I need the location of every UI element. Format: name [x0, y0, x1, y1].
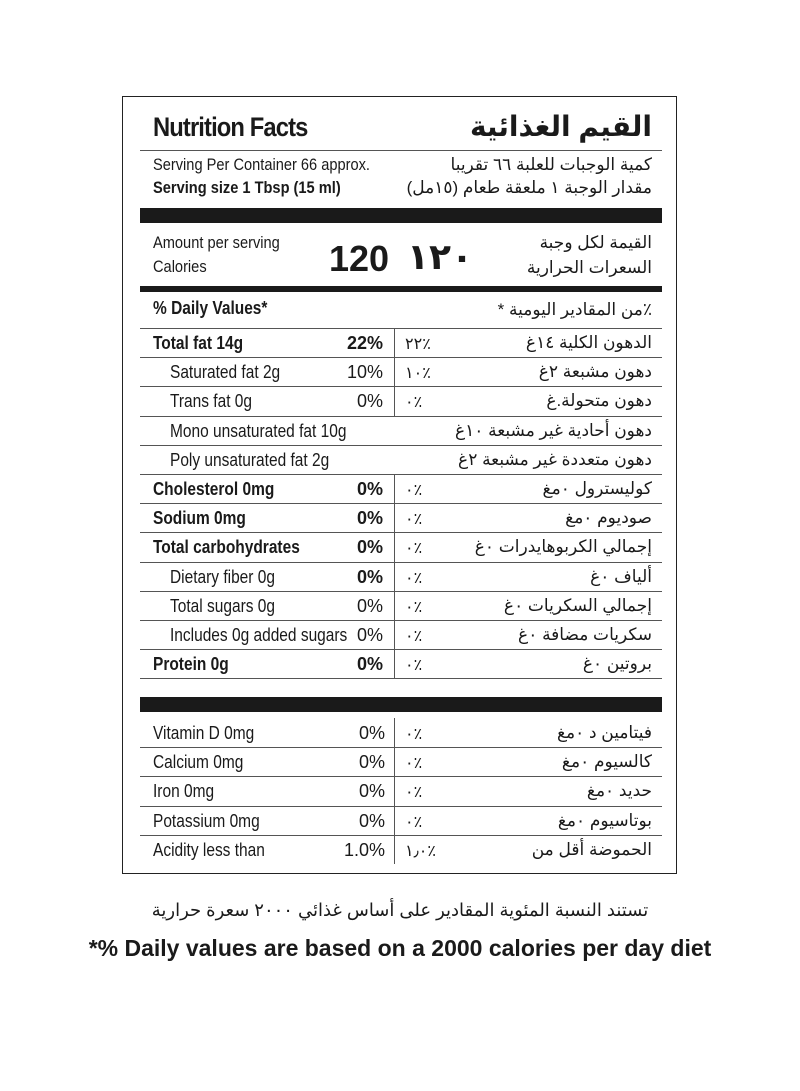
nutrient-percent-ar: ٪٠: [405, 511, 423, 529]
row-divider: [140, 806, 662, 807]
nutrient-percent: 22%: [346, 333, 383, 353]
title-english: Nutrition Facts: [153, 112, 308, 142]
nutrient-name: Total carbohydrates: [153, 537, 300, 558]
row-divider: [140, 474, 662, 475]
nutrient-percent: 0%: [356, 625, 383, 645]
calories-value-ar: ١٢٠: [407, 236, 473, 277]
row-divider: [140, 747, 662, 748]
nutrient-name-ar: ألياف ٠غ: [590, 566, 652, 586]
calories-label: Calories: [153, 257, 207, 276]
vitamin-percent: 0%: [358, 752, 385, 773]
nutrient-name-ar: سكريات مضافة ٠غ: [518, 625, 652, 644]
nutrient-percent: 0%: [356, 595, 383, 616]
vitamin-percent-ar: ٪٠: [405, 726, 423, 743]
servings-per-container-ar: كمية الوجبات للعلبة ٦٦ تقريبا: [450, 155, 652, 174]
footnote-arabic: تستند النسبة المئوية المقادير على أساس غذائي ٢٠٠٠ سعرة حرارية: [151, 900, 649, 920]
daily-values-header: % Daily Values*: [153, 298, 268, 318]
nutrient-name-ar: دهون متعددة غير مشبعة ٢غ: [458, 449, 652, 469]
row-divider: [140, 416, 662, 417]
column-divider: [394, 620, 395, 649]
vitamin-name-ar: حديد ٠مغ: [586, 781, 652, 801]
vitamin-percent: 1.0%: [343, 839, 385, 860]
vitamin-name-ar: بوتاسيوم ٠مغ: [557, 810, 652, 830]
row-divider: [140, 532, 662, 533]
column-divider: [394, 718, 395, 747]
row-divider: [140, 357, 662, 358]
column-divider: [394, 776, 395, 805]
vitamin-percent-ar: ٪٠: [405, 755, 423, 773]
column-divider: [394, 357, 395, 386]
row-divider: [140, 503, 662, 504]
row-divider: [140, 620, 662, 621]
nutrient-name: Total fat 14g: [153, 333, 244, 353]
nutrient-name: Cholesterol 0mg: [153, 479, 275, 499]
thick-bar-top: [140, 208, 662, 223]
nutrient-percent-ar: ٪٠: [405, 598, 423, 616]
vitamin-percent-ar: ٪٠: [405, 784, 423, 802]
nutrient-name: Saturated fat 2g: [170, 362, 281, 383]
nutrient-percent: 0%: [356, 479, 383, 499]
vitamin-name: Iron 0mg: [153, 781, 215, 802]
nutrient-name-ar: دهون متحولة.غ: [546, 391, 652, 411]
amount-per-serving-label: Amount per serving: [153, 233, 280, 252]
nutrient-percent-ar: ٪٠: [405, 657, 423, 675]
nutrient-name: Total sugars 0g: [170, 595, 275, 616]
column-divider: [394, 532, 395, 561]
vitamin-percent: 0%: [358, 781, 385, 802]
vitamin-name-ar: الحموضة أقل من: [531, 839, 652, 859]
vitamin-percent: 0%: [358, 810, 385, 831]
row-divider: [140, 445, 662, 446]
nutrient-name-ar: دهون مشبعة ٢غ: [538, 362, 652, 382]
row-divider: [140, 776, 662, 777]
column-divider: [394, 328, 395, 357]
column-divider: [394, 591, 395, 620]
nutrient-name: Trans fat 0g: [170, 391, 253, 412]
nutrient-name-ar: إجمالي الكربوهايدرات ٠غ: [474, 537, 652, 557]
title-arabic: القيم الغذائية: [469, 111, 652, 142]
calories-label-ar: السعرات الحرارية: [526, 258, 652, 277]
row-divider: [140, 562, 662, 563]
nutrient-name-ar: صوديوم ٠مغ: [565, 508, 652, 528]
calories-value: 120: [329, 238, 390, 279]
nutrient-percent-ar: ٪٠: [405, 569, 423, 587]
vitamin-name: Acidity less than: [153, 839, 265, 860]
nutrient-percent-ar: ٪٢٢: [405, 336, 431, 353]
vitamin-percent-ar: ٪٠: [405, 813, 423, 831]
column-divider: [394, 835, 395, 864]
row-divider: [140, 835, 662, 836]
vitamin-percent-ar: ٪١٫٠: [405, 842, 436, 860]
serving-size-ar: مقدار الوجبة ١ ملعقة طعام (١٥مل): [406, 178, 652, 197]
nutrient-percent: 0%: [356, 508, 383, 529]
nutrient-percent: 0%: [356, 391, 383, 412]
column-divider: [394, 806, 395, 835]
thick-bar-middle: [140, 697, 662, 712]
vitamin-name: Potassium 0mg: [153, 810, 260, 831]
nutrient-percent-ar: ٪٠: [405, 628, 423, 645]
nutrient-name: Protein 0g: [153, 654, 229, 675]
column-divider: [394, 649, 395, 678]
nutrient-name-ar: بروتين ٠غ: [582, 654, 652, 674]
nutrient-name: Mono unsaturated fat 10g: [170, 420, 347, 441]
footnote-english: *% Daily values are based on a 2000 calories per day diet: [88, 935, 712, 961]
amount-per-serving-label-ar: القيمة لكل وجبة: [539, 233, 652, 252]
nutrient-name: Sodium 0mg: [153, 508, 246, 529]
nutrient-name: Poly unsaturated fat 2g: [170, 449, 330, 470]
nutrient-percent: 0%: [356, 566, 383, 587]
row-divider: [140, 328, 662, 329]
row-divider: [140, 649, 662, 650]
nutrient-percent-ar: ٪٠: [405, 540, 423, 558]
nutrient-percent-ar: ٪٠: [405, 482, 423, 499]
nutrient-name: Dietary fiber 0g: [170, 566, 275, 587]
row-divider: [140, 591, 662, 592]
nutrient-name-ar: الدهون الكلية ١٤غ: [525, 333, 652, 352]
row-divider: [140, 386, 662, 387]
vitamin-name: Vitamin D 0mg: [153, 723, 255, 743]
column-divider: [394, 562, 395, 591]
nutrient-name-ar: إجمالي السكريات ٠غ: [503, 595, 652, 615]
nutrient-name-ar: كوليسترول ٠مغ: [542, 479, 652, 498]
column-divider: [394, 503, 395, 532]
vitamin-name-ar: فيتامين د ٠مغ: [556, 723, 652, 742]
column-divider: [394, 747, 395, 776]
servings-per-container: Serving Per Container 66 approx.: [153, 155, 370, 174]
nutrient-percent: 0%: [356, 654, 383, 675]
nutrient-percent-ar: ٪٠: [405, 394, 423, 412]
nutrient-percent-ar: ٪١٠: [405, 365, 431, 383]
vitamin-name-ar: كالسيوم ٠مغ: [561, 752, 652, 772]
vitamin-percent: 0%: [358, 723, 385, 743]
divider: [140, 150, 662, 151]
column-divider: [394, 474, 395, 503]
row-divider: [140, 678, 662, 679]
vitamin-name: Calcium 0mg: [153, 752, 244, 773]
serving-size: Serving size 1 Tbsp (15 ml): [153, 178, 341, 197]
nutrient-percent: 10%: [346, 362, 383, 383]
daily-values-header-ar: ٪من المقادير اليومية *: [497, 300, 652, 319]
nutrient-percent: 0%: [356, 537, 383, 558]
nutrient-name: Includes 0g added sugars: [170, 625, 348, 645]
column-divider: [394, 386, 395, 415]
nutrient-name-ar: دهون أحادية غير مشبعة ١٠غ: [454, 420, 652, 440]
medium-bar: [140, 286, 662, 292]
